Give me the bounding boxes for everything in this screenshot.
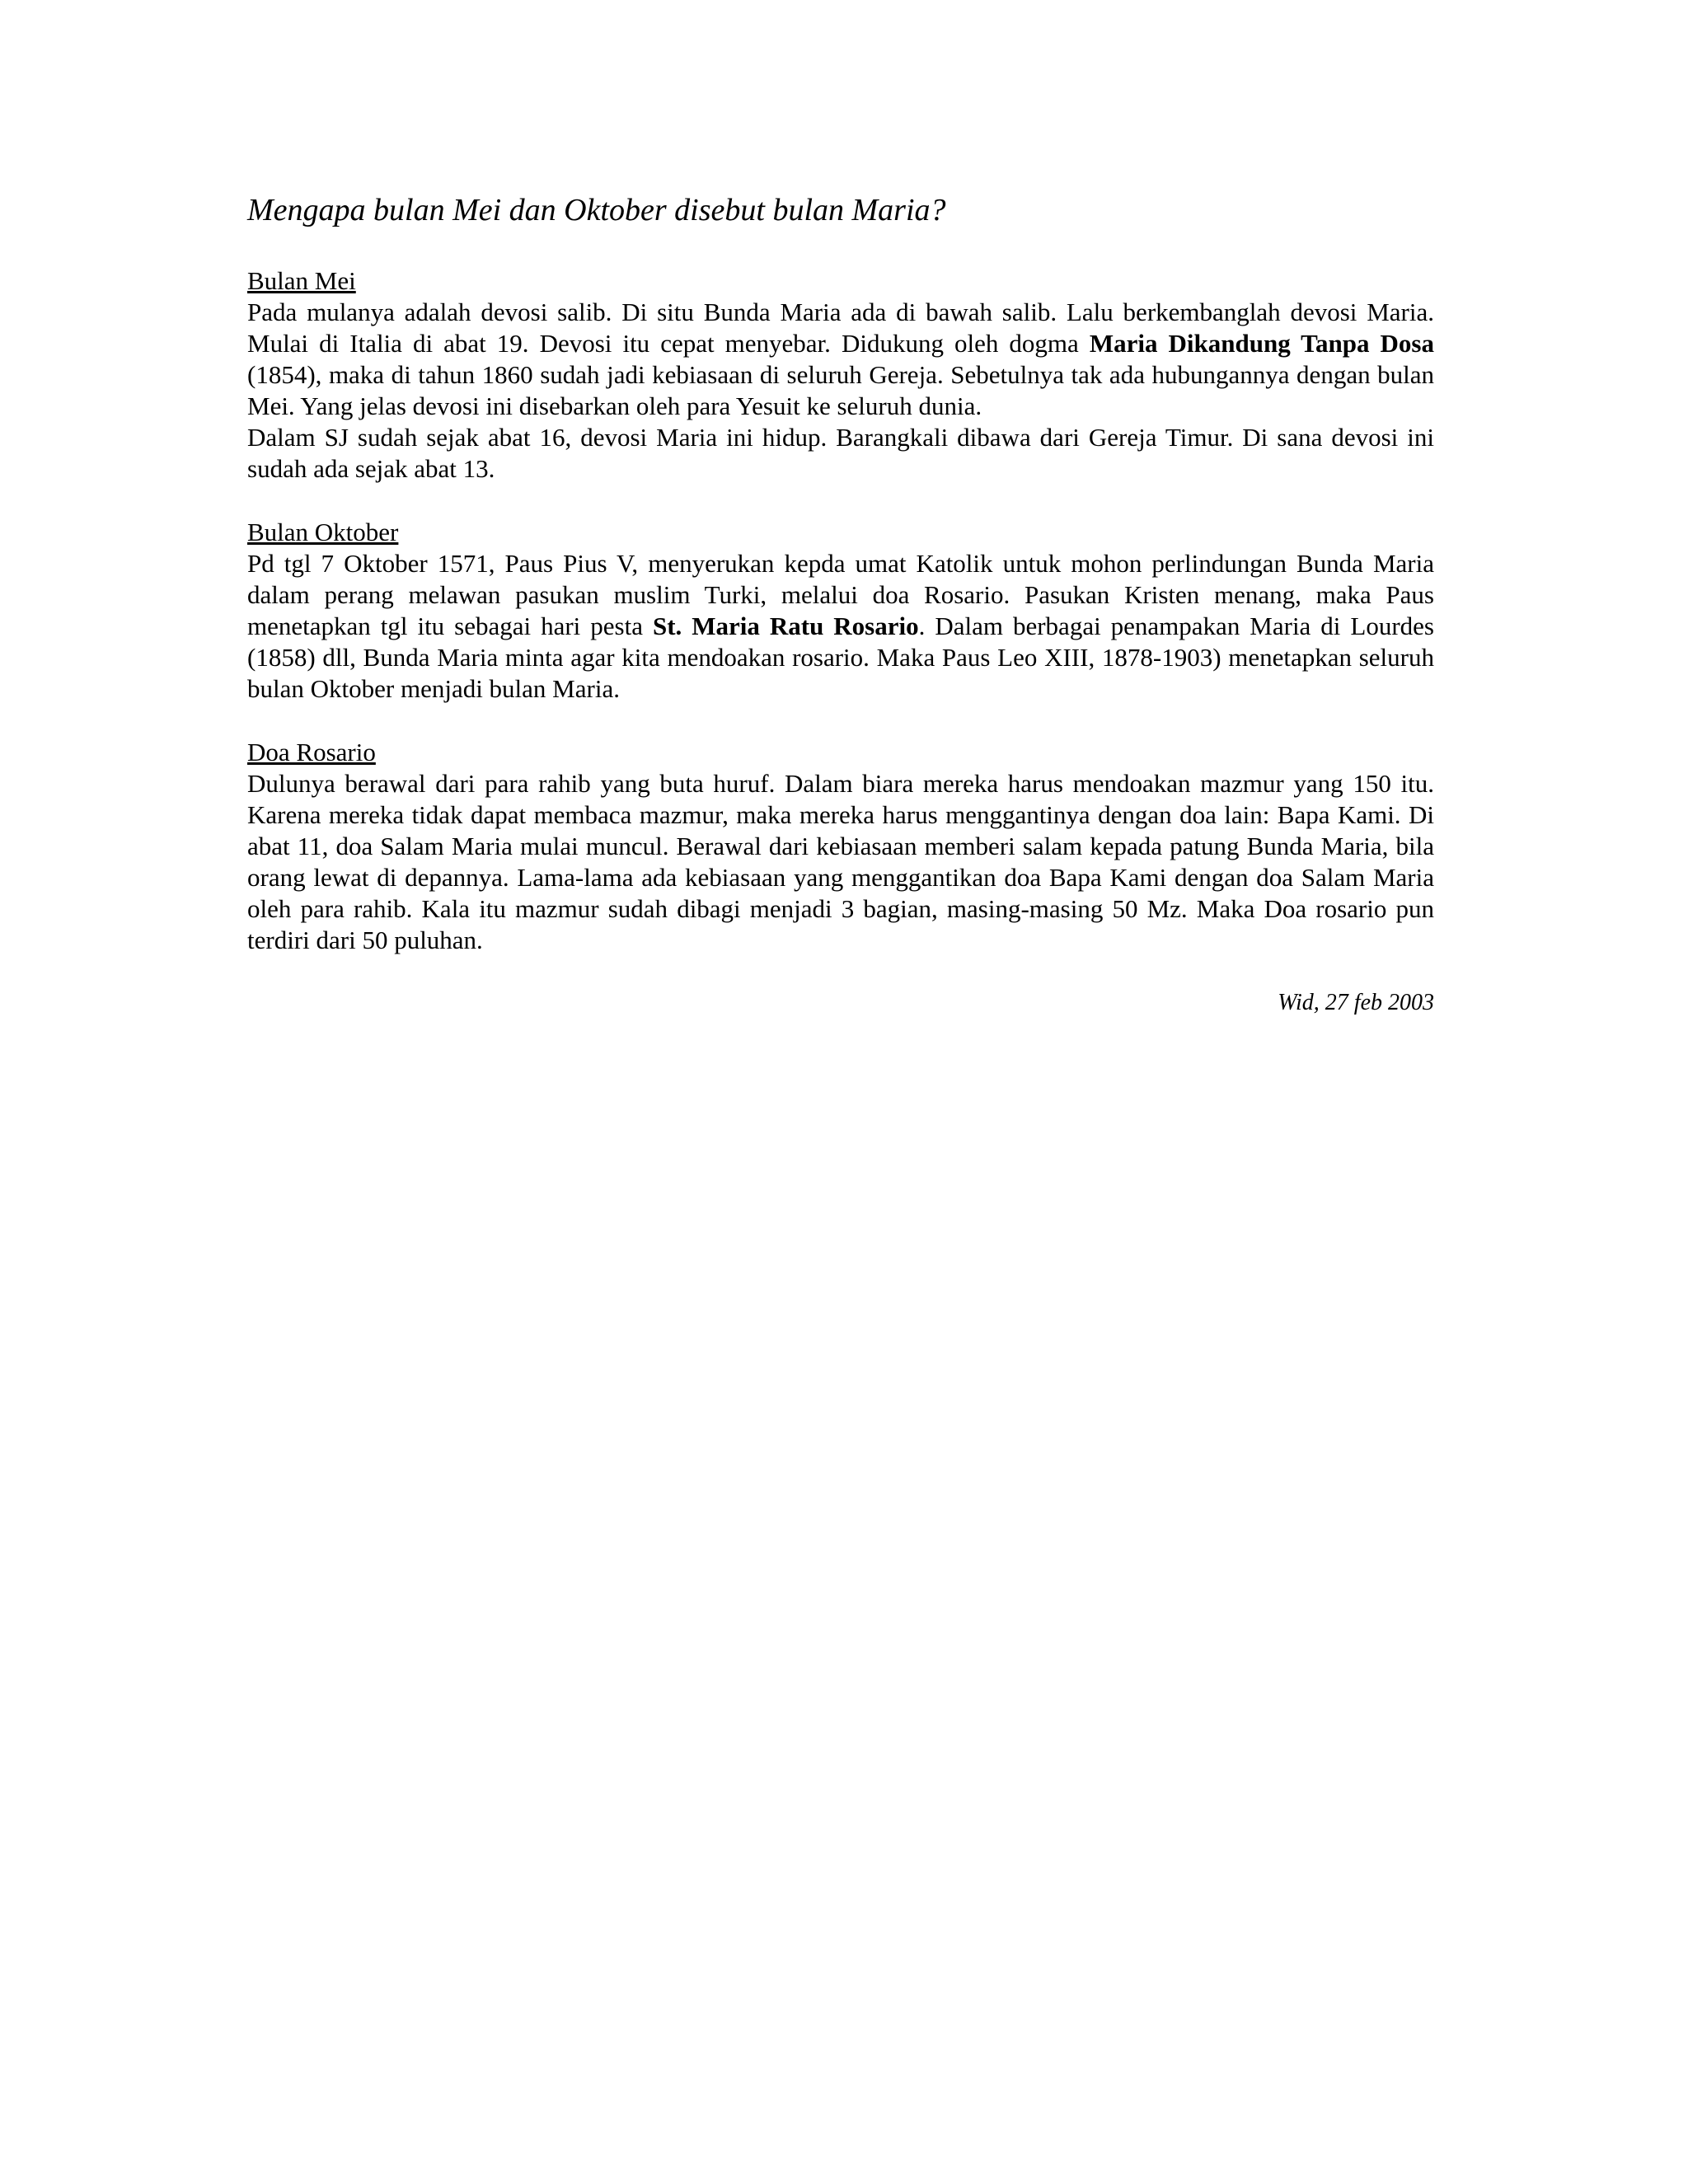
text-run: Dalam SJ sudah sejak abat 16, devosi Maria ini hidup. Barangkali dibawa dari Gereja Timur. Di sana devosi ini sudah ada sejak abat 13. — [247, 423, 1434, 483]
section — [247, 517, 1434, 705]
section-heading: Doa Rosario — [247, 738, 376, 766]
bold-phrase: St. Maria Ratu Rosario — [652, 612, 919, 640]
document-title: Mengapa bulan Mei dan Oktober disebut bulan Maria? — [247, 193, 946, 227]
text-run: Dulunya berawal dari para rahib yang buta huruf. Dalam biara mereka harus mendoakan mazmur yang 150 itu. Karena mereka tidak dapat membaca mazmur, maka mereka harus menggantinya dengan doa lain: Bapa Kami. Di abat 11, doa Salam Maria mulai muncul. Berawal dari kebiasaan memberi salam kepada patung Bunda Maria, bila orang lewat di depannya. Lama-lama ada kebiasaan yang menggantikan doa Bapa Kami dengan doa Salam Maria oleh para rahib. Kala itu mazmur sudah dibagi menjadi 3 bagian, masing-masing 50 Mz. Maka Doa rosario pun terdiri dari 50 puluhan. — [247, 769, 1434, 954]
author-date-signature: Wid, 27 feb 2003 — [1278, 990, 1434, 1015]
section-paragraph — [247, 297, 1434, 422]
text-run: Pd tgl 7 Oktober 1571, Paus Pius V, menyerukan kepda umat Katolik untuk mohon perlindungan Bunda Maria dalam perang melawan pasukan muslim Turki, melalui doa Rosario. Pasukan Kristen menang, maka Paus menetapkan tgl itu sebagai hari pesta — [247, 549, 1434, 640]
section-heading: Bulan Oktober — [247, 518, 399, 546]
document-body — [247, 191, 1434, 1018]
section — [247, 737, 1434, 956]
text-run: Pada mulanya adalah devosi salib. Di situ Bunda Maria ada di bawah salib. Lalu berkembanglah devosi Maria. Mulai di Italia di abat 19. Devosi itu cepat menyebar. Didukung oleh dogma — [247, 298, 1434, 358]
section-paragraph — [247, 768, 1434, 956]
text-run: . Dalam berbagai penampakan Maria di Lourdes (1858) dll, Bunda Maria minta agar kita mendoakan rosario. Maka Paus Leo XIII, 1878-1903) menetapkan seluruh bulan Oktober menjadi bulan Maria. — [247, 612, 1434, 703]
section — [247, 265, 1434, 485]
section-paragraph — [247, 422, 1434, 485]
sections-container — [247, 265, 1434, 956]
section-heading: Bulan Mei — [247, 266, 356, 295]
section-paragraph — [247, 548, 1434, 705]
text-run: (1854), maka di tahun 1860 sudah jadi kebiasaan di seluruh Gereja. Sebetulnya tak ada hubungannya dengan bulan Mei. Yang jelas devosi ini disebarkan oleh para Yesuit ke seluruh dunia. — [247, 360, 1434, 420]
bold-phrase: Maria Dikandung Tanpa Dosa — [1089, 329, 1434, 358]
